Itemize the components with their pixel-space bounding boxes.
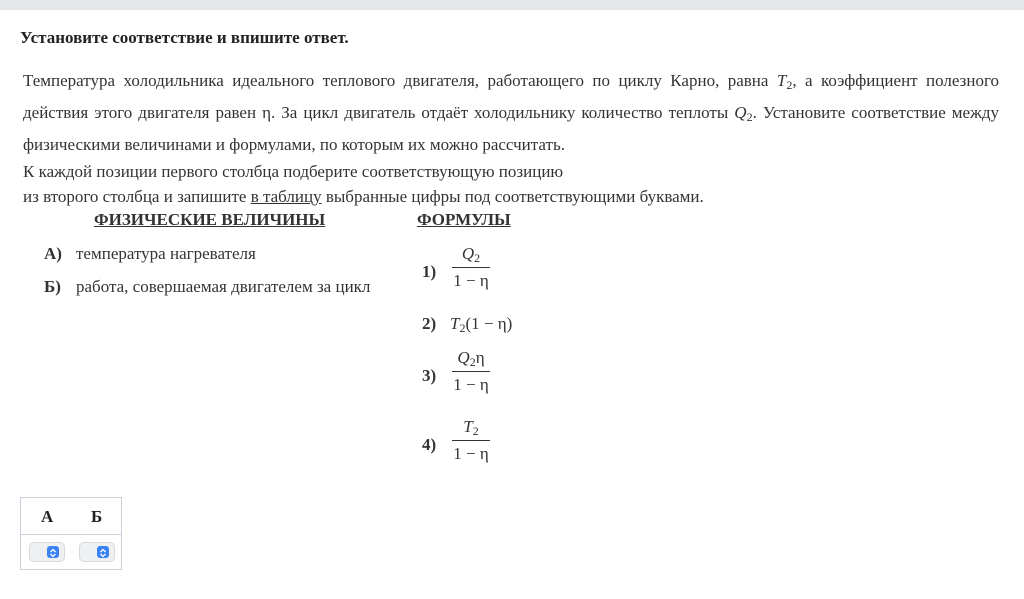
select-arrows-icon	[97, 546, 109, 558]
quantity-a	[44, 244, 256, 264]
formula-1-fraction	[452, 242, 490, 292]
formula-2-label: 2)	[422, 314, 437, 333]
quantity-a-text: температура нагревателя	[76, 244, 256, 263]
paragraph-part-3: . Установите соответствие между физическими величинами и формулами, по которым их можно рассчитать.	[23, 103, 999, 154]
quantity-b-label: Б)	[44, 277, 61, 296]
answer-column-a-header: А	[41, 507, 54, 526]
task-instruction: Установите соответствие и впишите ответ.	[20, 28, 349, 47]
formulas-header: ФОРМУЛЫ	[417, 210, 511, 229]
instruction-line-3: из второго столбца и запишите в таблицу выбранные цифры под соответствующими буквами.	[23, 187, 704, 206]
paragraph-part-1: Температура холодильника идеального теплового двигателя, работающего по циклу Карно, равна	[23, 71, 777, 90]
physical-quantities-header: ФИЗИЧЕСКИЕ ВЕЛИЧИНЫ	[94, 210, 326, 229]
quantity-a-label: А)	[44, 244, 62, 263]
formula-4-fraction	[452, 415, 490, 465]
formula-4-denominator: 1 − η	[453, 444, 489, 463]
quantity-b-text: работа, совершаемая двигателем за цикл	[76, 277, 371, 296]
table-link[interactable]: в таблицу	[250, 187, 322, 206]
answer-b-select[interactable]	[79, 542, 115, 562]
formula-1-label: 1)	[422, 262, 437, 281]
answer-column-b-header: Б	[91, 507, 103, 526]
formula-4-label: 4)	[422, 435, 437, 454]
q2-symbol: $Q_2$	[734, 103, 753, 124]
quantity-b	[44, 277, 370, 297]
table-divider	[21, 534, 121, 535]
fraction-bar	[452, 371, 490, 372]
formula-3-denominator: 1 − η	[453, 375, 489, 394]
task-text	[23, 67, 999, 209]
select-arrows-icon	[47, 546, 59, 558]
formula-2-expression: $T_2(1 - \eta)$	[450, 314, 513, 335]
instruction-line-2: К каждой позиции первого столбца подберите соответствующую позицию	[23, 162, 564, 181]
fraction-bar	[452, 440, 490, 441]
answer-a-select[interactable]	[29, 542, 65, 562]
formula-3-label: 3)	[422, 366, 437, 385]
formula-3-fraction	[452, 346, 490, 396]
paragraph-part-2: , а коэффициент полезного действия этого двигателя равен η. За цикл двигатель отдаёт холодильнику количество теплоты	[23, 71, 999, 122]
answer-table	[20, 497, 122, 570]
formula-1-denominator: 1 − η	[453, 271, 489, 290]
top-bar	[0, 0, 1024, 10]
formula-3-numerator: $Q_2\eta$	[457, 348, 485, 369]
formula-4-numerator: $T_2$	[463, 417, 479, 438]
fraction-bar	[452, 267, 490, 268]
formula-1-numerator: $Q_2$	[461, 244, 481, 265]
t2-symbol: $T_2$	[776, 71, 793, 92]
